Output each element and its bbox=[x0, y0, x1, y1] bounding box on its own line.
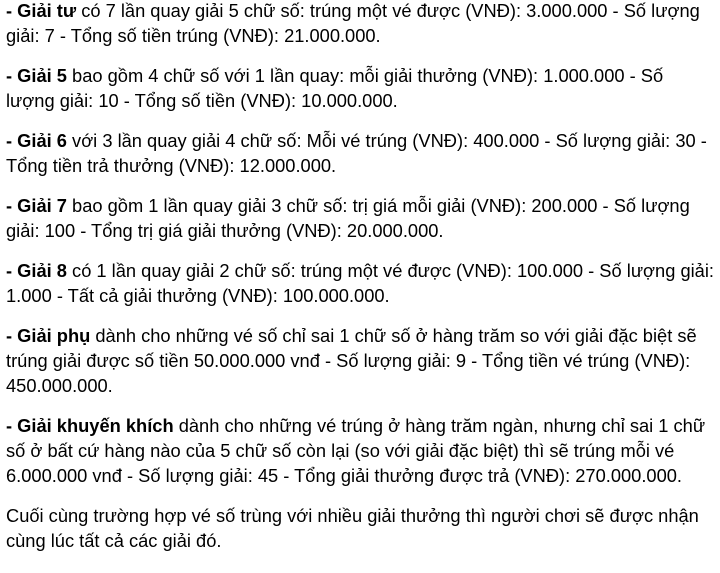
prize-name: - Giải 5 bbox=[6, 65, 67, 86]
prize-paragraph-giai-khuyen-khich bbox=[6, 413, 714, 488]
prize-name: - Giải 8 bbox=[6, 260, 67, 281]
prize-paragraph-giai-6 bbox=[6, 128, 714, 178]
prize-description: bao gồm 4 chữ số với 1 lần quay: mỗi giải thưởng (VNĐ): 1.000.000 - Số lượng giải: 10 - Tổng số tiền (VNĐ): 10.000.000. bbox=[6, 65, 664, 111]
prize-paragraph-giai-7 bbox=[6, 193, 714, 243]
prize-paragraph-giai-5 bbox=[6, 63, 714, 113]
prize-paragraph-giai-phu bbox=[6, 323, 714, 398]
prize-name: - Giải tư bbox=[6, 0, 77, 21]
prize-name: - Giải phụ bbox=[6, 325, 91, 346]
closing-paragraph bbox=[6, 503, 714, 553]
prize-description: dành cho những vé trúng ở hàng trăm ngàn, nhưng chỉ sai 1 chữ số ở bất cứ hàng nào của 5 chữ số còn lại (so với giải đặc biệt) thì sẽ trúng mỗi vé 6.000.000 vnđ - Số lượng giải: 45 - Tổng giải thưởng được trả (VNĐ): 270.000.000. bbox=[6, 415, 706, 486]
prize-description: có 1 lần quay giải 2 chữ số: trúng một vé được (VNĐ): 100.000 - Số lượng giải: 1.000 - Tất cả giải thưởng (VNĐ): 100.000.000. bbox=[6, 260, 714, 306]
prize-description: với 3 lần quay giải 4 chữ số: Mỗi vé trúng (VNĐ): 400.000 - Số lượng giải: 30 - Tổng tiền trả thưởng (VNĐ): 12.000.000. bbox=[6, 130, 707, 176]
prize-description: bao gồm 1 lần quay giải 3 chữ số: trị giá mỗi giải (VNĐ): 200.000 - Số lượng giải: 100 - Tổng trị giá giải thưởng (VNĐ): 20.000.000. bbox=[6, 195, 690, 241]
prize-description: có 7 lần quay giải 5 chữ số: trúng một vé được (VNĐ): 3.000.000 - Số lượng giải: 7 - Tổng số tiền trúng (VNĐ): 21.000.000. bbox=[6, 0, 700, 46]
prize-name: - Giải 7 bbox=[6, 195, 67, 216]
prize-paragraph-giai-tu bbox=[6, 0, 714, 48]
prize-paragraph-giai-8 bbox=[6, 258, 714, 308]
closing-text: Cuối cùng trường hợp vé số trùng với nhiều giải thưởng thì người chơi sẽ được nhận cùng lúc tất cả các giải đó. bbox=[6, 505, 699, 551]
prize-name: - Giải khuyến khích bbox=[6, 415, 174, 436]
prize-name: - Giải 6 bbox=[6, 130, 67, 151]
prize-description: dành cho những vé số chỉ sai 1 chữ số ở hàng trăm so với giải đặc biệt sẽ trúng giải được số tiền 50.000.000 vnđ - Số lượng giải: 9 - Tổng tiền vé trúng (VNĐ): 450.000.000. bbox=[6, 325, 697, 396]
